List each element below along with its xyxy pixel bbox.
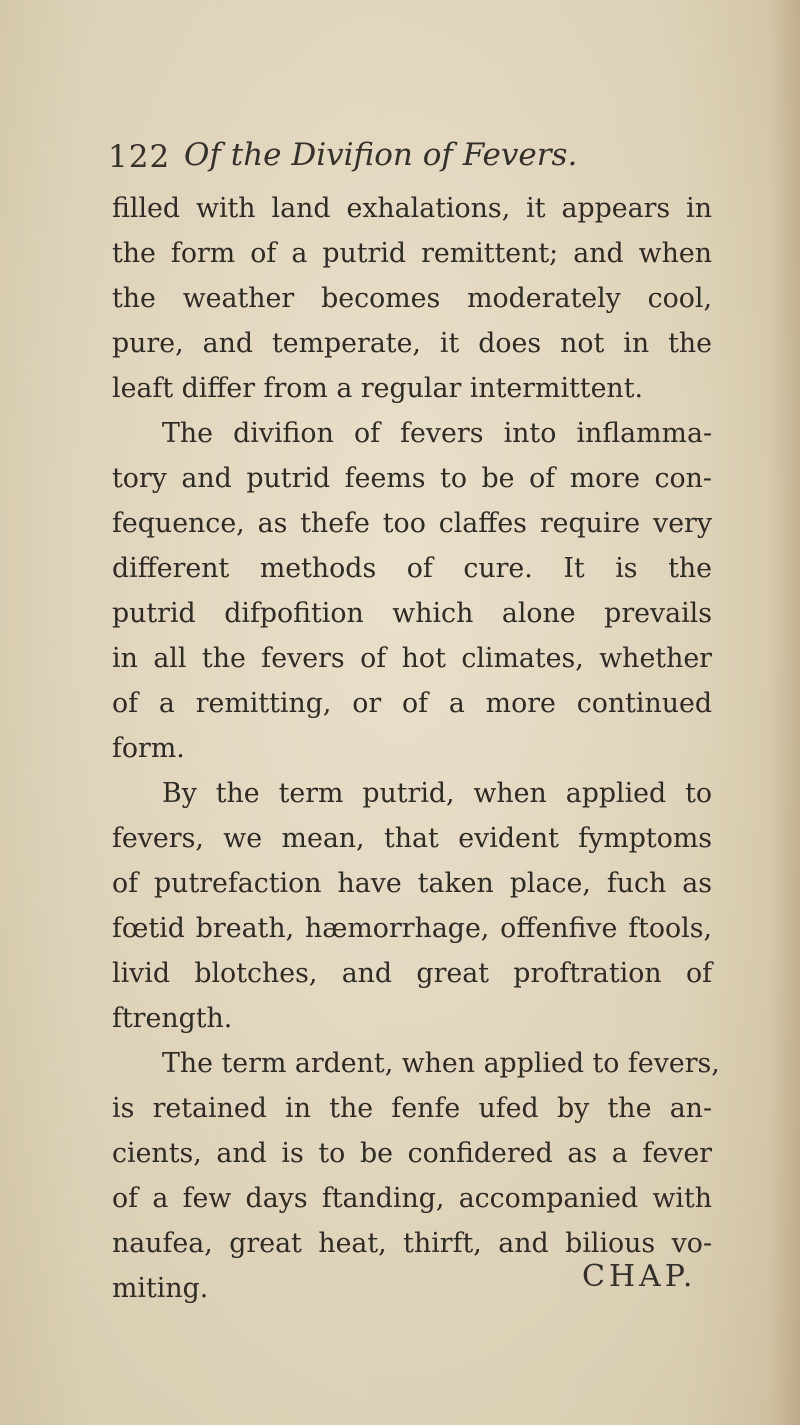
text-line: leaft differ from a regular intermittent. <box>112 373 643 404</box>
paragraph-start-line: By the term putrid, when applied to <box>162 778 712 809</box>
text-line: pure, and temperate, it does not in the <box>112 328 712 359</box>
text-line: miting. <box>112 1273 209 1304</box>
text-line: different methods of cure. It is the <box>112 553 712 584</box>
text-line: of putrefaction have taken place, fuch as <box>112 868 712 899</box>
text-line: naufea, great heat, thirft, and bilious vo- <box>112 1228 712 1259</box>
running-head <box>108 137 708 177</box>
text-line: cients, and is to be confidered as a fever <box>112 1138 712 1169</box>
text-line: filled with land exhalations, it appears in <box>112 193 712 224</box>
text-line: fœtid breath, hæmorrhage, offenfive ftools, <box>112 913 712 944</box>
text-line: of a few days ftanding, accompanied with <box>112 1183 712 1214</box>
paragraph-start-line: The term ardent, when applied to fevers, <box>162 1048 720 1079</box>
running-title: Of the Divifion of Fevers. <box>184 137 578 173</box>
text-line: ftrength. <box>112 1003 233 1034</box>
text-line: of a remitting, or of a more continued <box>112 688 712 719</box>
text-line: putrid difpofition which alone prevails <box>112 598 712 629</box>
text-line: fequence, as thefe too claffes require very <box>112 508 712 539</box>
text-line: livid blotches, and great proftration of <box>112 958 712 989</box>
text-line: is retained in the fenfe ufed by the an- <box>112 1093 712 1124</box>
page-number: 122 <box>108 139 171 175</box>
text-line: in all the fevers of hot climates, whether <box>112 643 712 674</box>
text-line: form. <box>112 733 185 764</box>
paragraph-start-line: The divifion of fevers into inflamma- <box>162 418 712 449</box>
text-line: tory and putrid feems to be of more con- <box>112 463 712 494</box>
text-line: fevers, we mean, that evident fymptoms <box>112 823 712 854</box>
text-line: the form of a putrid remittent; and when <box>112 238 712 269</box>
body-text <box>112 186 720 1311</box>
catchword: CHAP. <box>582 1259 697 1294</box>
text-line: the weather becomes moderately cool, <box>112 283 712 314</box>
